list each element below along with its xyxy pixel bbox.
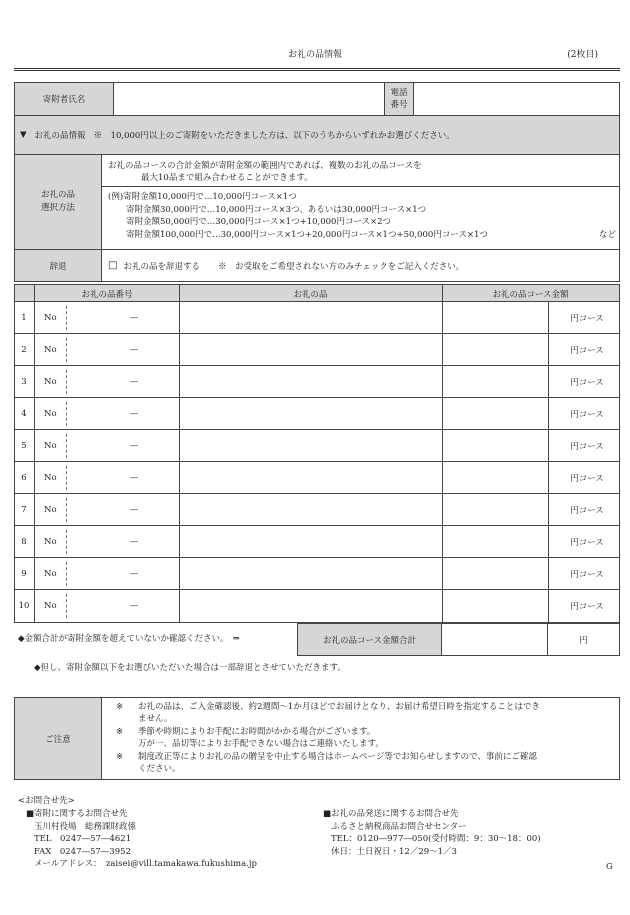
selection-label: お礼の品 選択方法 [15, 155, 102, 249]
decline-option [108, 250, 608, 281]
total-yen-unit: 円 [579, 635, 588, 646]
caution-label: ご注意 [15, 698, 102, 779]
table-row: 8 No — 円コース [14, 526, 620, 558]
selection-examples: (例)寄附金額10,000円で…10,000円コース×1つ 寄附金額30,000円で…10,000円コース×3つ、あるいは30,000円コース×1つ 寄附金額50,000円で…30,000円コース×1つ+10,000円コース×2つ 寄附金額100,000円で…30,000円コース×1つ+20,000円コース×1つ+50,000円コース×1つ など [108, 192, 616, 240]
caution-item: ※ 季節や時期によりお手配にお時間がかかる場合がございます。 万が一、品切等によりお手配できない場合はご連絡いたします。 [116, 726, 384, 750]
decline-label: 辞退 [15, 250, 102, 281]
page-mark: G [606, 862, 613, 872]
total-note: ◆但し、寄附金額以下をお選びいただいた場合は一部辞退とさせていただきます。 [34, 663, 346, 673]
table-row: 7 No — 円コース [14, 494, 620, 526]
form-block [14, 82, 620, 282]
table-row: 6 No — 円コース [14, 462, 620, 494]
caution-block [14, 697, 620, 780]
donor-name-label: 寄附者氏名 [15, 83, 114, 115]
total-check-text: ◆金額合計が寄附金額を超えていないか確認ください。 ⇒ [18, 634, 240, 644]
decline-text: お礼の品を辞退する [123, 261, 200, 272]
contact-heading: <お問合せ先> [18, 796, 75, 806]
total-label: お礼の品コース金額合計 [298, 624, 442, 655]
table-row: 2 No — 円コース [14, 334, 620, 366]
table-row: 10 No — 円コース [14, 590, 620, 622]
caution-list [116, 701, 616, 775]
selection-rule: お礼の品コースの合計金額が寄附金額の範囲内であれば、複数のお礼の品コースを 最大10品まで組み合わせることができます。 [108, 161, 422, 183]
table-row: 4 No — 円コース [14, 398, 620, 430]
header-gift: お礼の品 [293, 289, 328, 300]
contact-right: ■お礼の品発送に関するお問合せ先 ふるさと納税商品お問合せセンター TEL：0120―977―050(受付時間：9：30～18：00) 休日：土日祝日・12／29～1／3 [323, 809, 541, 857]
header-gift-number: お礼の品番号 [81, 289, 133, 300]
gift-table-header [15, 285, 619, 302]
gift-info-title: お礼の品情報 [34, 131, 86, 141]
table-row: 3 No — 円コース [14, 366, 620, 398]
donor-name-field[interactable] [114, 83, 384, 115]
sheet-number: (2枚目) [567, 50, 598, 60]
gift-info-banner [15, 116, 619, 154]
table-row: 5 No — 円コース [14, 430, 620, 462]
total-box [297, 623, 620, 656]
decline-note: ※ お受取をご希望されない方のみチェックをご記入ください。 [217, 261, 465, 272]
table-row: 1 No — 円コース [14, 302, 620, 334]
decline-checkbox[interactable]: □ [108, 260, 118, 271]
contact-email: メールアドレス： zaisei@vill.tamakawa.fukushima.jp [34, 859, 257, 870]
caution-item: ※ 制度改正等によりお礼の品の贈呈を中止する場合はホームページ等でお知らせしますので、事前にご確認 ください。 [116, 751, 537, 775]
triangle-down-icon: ▼ [20, 130, 27, 140]
page-title: お礼の品情報 [287, 50, 342, 60]
phone-field[interactable] [414, 83, 619, 115]
contact-left: ■寄附に関するお問合せ先 玉川村役場 総務課財政係 TEL 0247―57―4621 FAX 0247―57―3952 メールアドレス： zaisei@vill.tamakawa.fukushima.jp [26, 809, 257, 870]
header-course-amount: お礼の品コース金額 [492, 289, 569, 300]
gift-info-note: ※ 10,000円以上のご寄附をいただきました方は、以下のうちからいずれかお選びください。 [93, 131, 455, 141]
header-rule [14, 68, 620, 71]
table-row: 9 No — 円コース [14, 558, 620, 590]
phone-label: 電話 番号 [384, 83, 414, 115]
caution-item: ※ お礼の品は、ご入金確認後、約2週間～1か月ほどでお届けとなり、お届け希望日時を指定することはでき ません。 [116, 702, 540, 725]
total-amount-field[interactable] [442, 624, 548, 655]
